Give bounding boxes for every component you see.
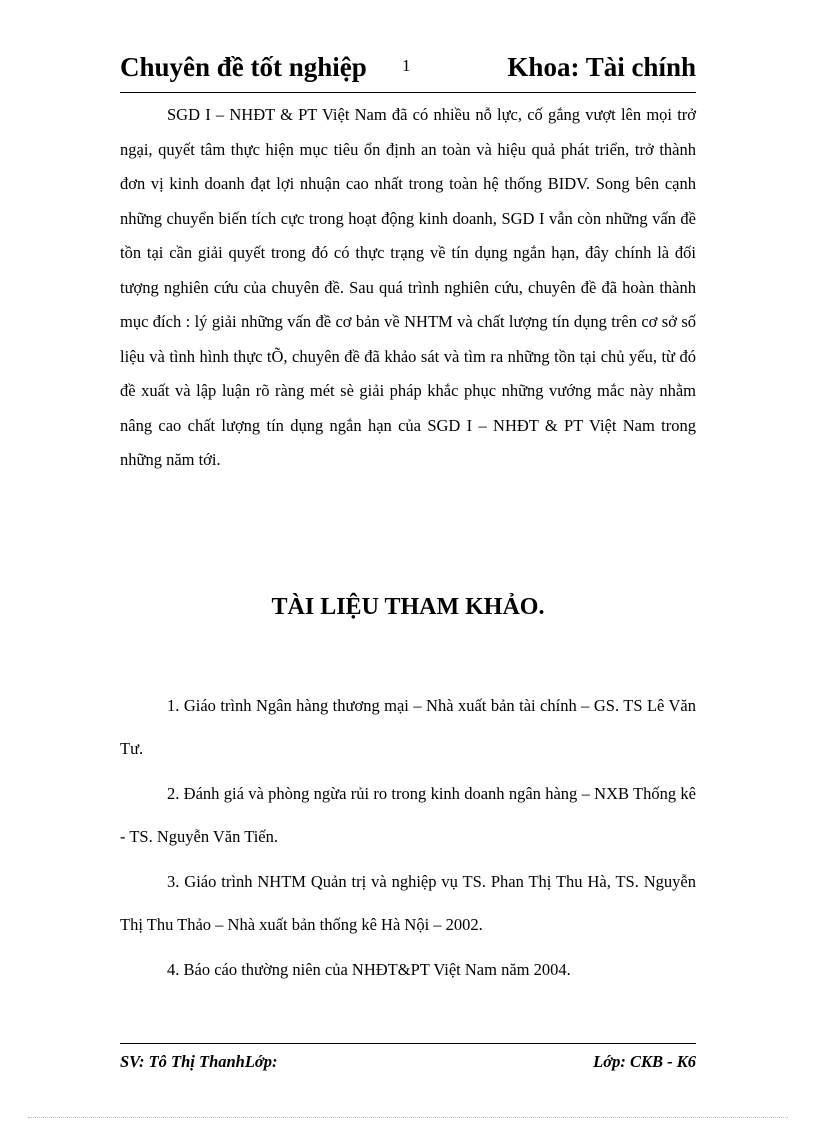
reference-list [120, 684, 696, 993]
page-edge-divider [28, 1117, 788, 1118]
intro-paragraph: SGD I – NHĐT & PT Việt Nam đã có nhiều nỗ lực, cố gắng vượt lên mọi trở ngại, quyết tâm thực hiện mục tiêu ổn định an toàn và hiệu quả phát triển, trở thành đơn vị kinh doanh đạt lợi nhuận cao nhất trong toàn hệ thống BIDV. Song bên cạnh những chuyển biến tích cực trong hoạt động kinh doanh, SGD I vẫn còn những vấn đề tồn tại cần giải quyết trong đó có thực trạng về tín dụng ngắn hạn, đây chính là đối tượng nghiên cứu của chuyên đề. Sau quá trình nghiên cứu, chuyên đề đã hoàn thành mục đích : lý giải những vấn đề cơ bản về NHTM và chất lượng tín dụng trên cơ sở số liệu và tình hình thực tÕ, chuyên đề đã khảo sát và tìm ra những tồn tại chủ yếu, từ đó đề xuất và lập luận rõ ràng mét sè giải pháp khắc phục những vướng mắc này nhằm nâng cao chất lượng tín dụng ngắn hạn của SGD I – NHĐT & PT Việt Nam trong những năm tới. [120, 105, 696, 469]
student-name: SV: Tô Thị ThanhLớp: [120, 1052, 278, 1071]
page-number: 1 [402, 56, 411, 75]
document-title: Chuyên đề tốt nghiệp [120, 52, 367, 82]
faculty-label: Khoa: Tài chính [507, 52, 696, 82]
class-label: Lớp: CKB - K6 [593, 1052, 696, 1071]
page-footer [120, 1043, 696, 1072]
references-title: TÀI LIỆU THAM KHẢO. [271, 594, 545, 620]
reference-item: 3. Giáo trình NHTM Quản trị và nghiệp vụ TS. Phan Thị Thu Hà, TS. Nguyễn Thị Thu Thảo – Nhà xuất bản thống kê Hà Nội – 2002. [120, 872, 696, 934]
reference-item: 2. Đánh giá và phòng ngừa rủi ro trong kinh doanh ngân hàng – NXB Thống kê - TS. Nguyễn Văn Tiến. [120, 784, 696, 846]
reference-item: 4. Báo cáo thường niên của NHĐT&PT Việt Nam năm 2004. [167, 960, 571, 979]
page-header [120, 52, 696, 93]
reference-item: 1. Giáo trình Ngân hàng thương mại – Nhà xuất bản tài chính – GS. TS Lê Văn Tư. [120, 696, 696, 758]
